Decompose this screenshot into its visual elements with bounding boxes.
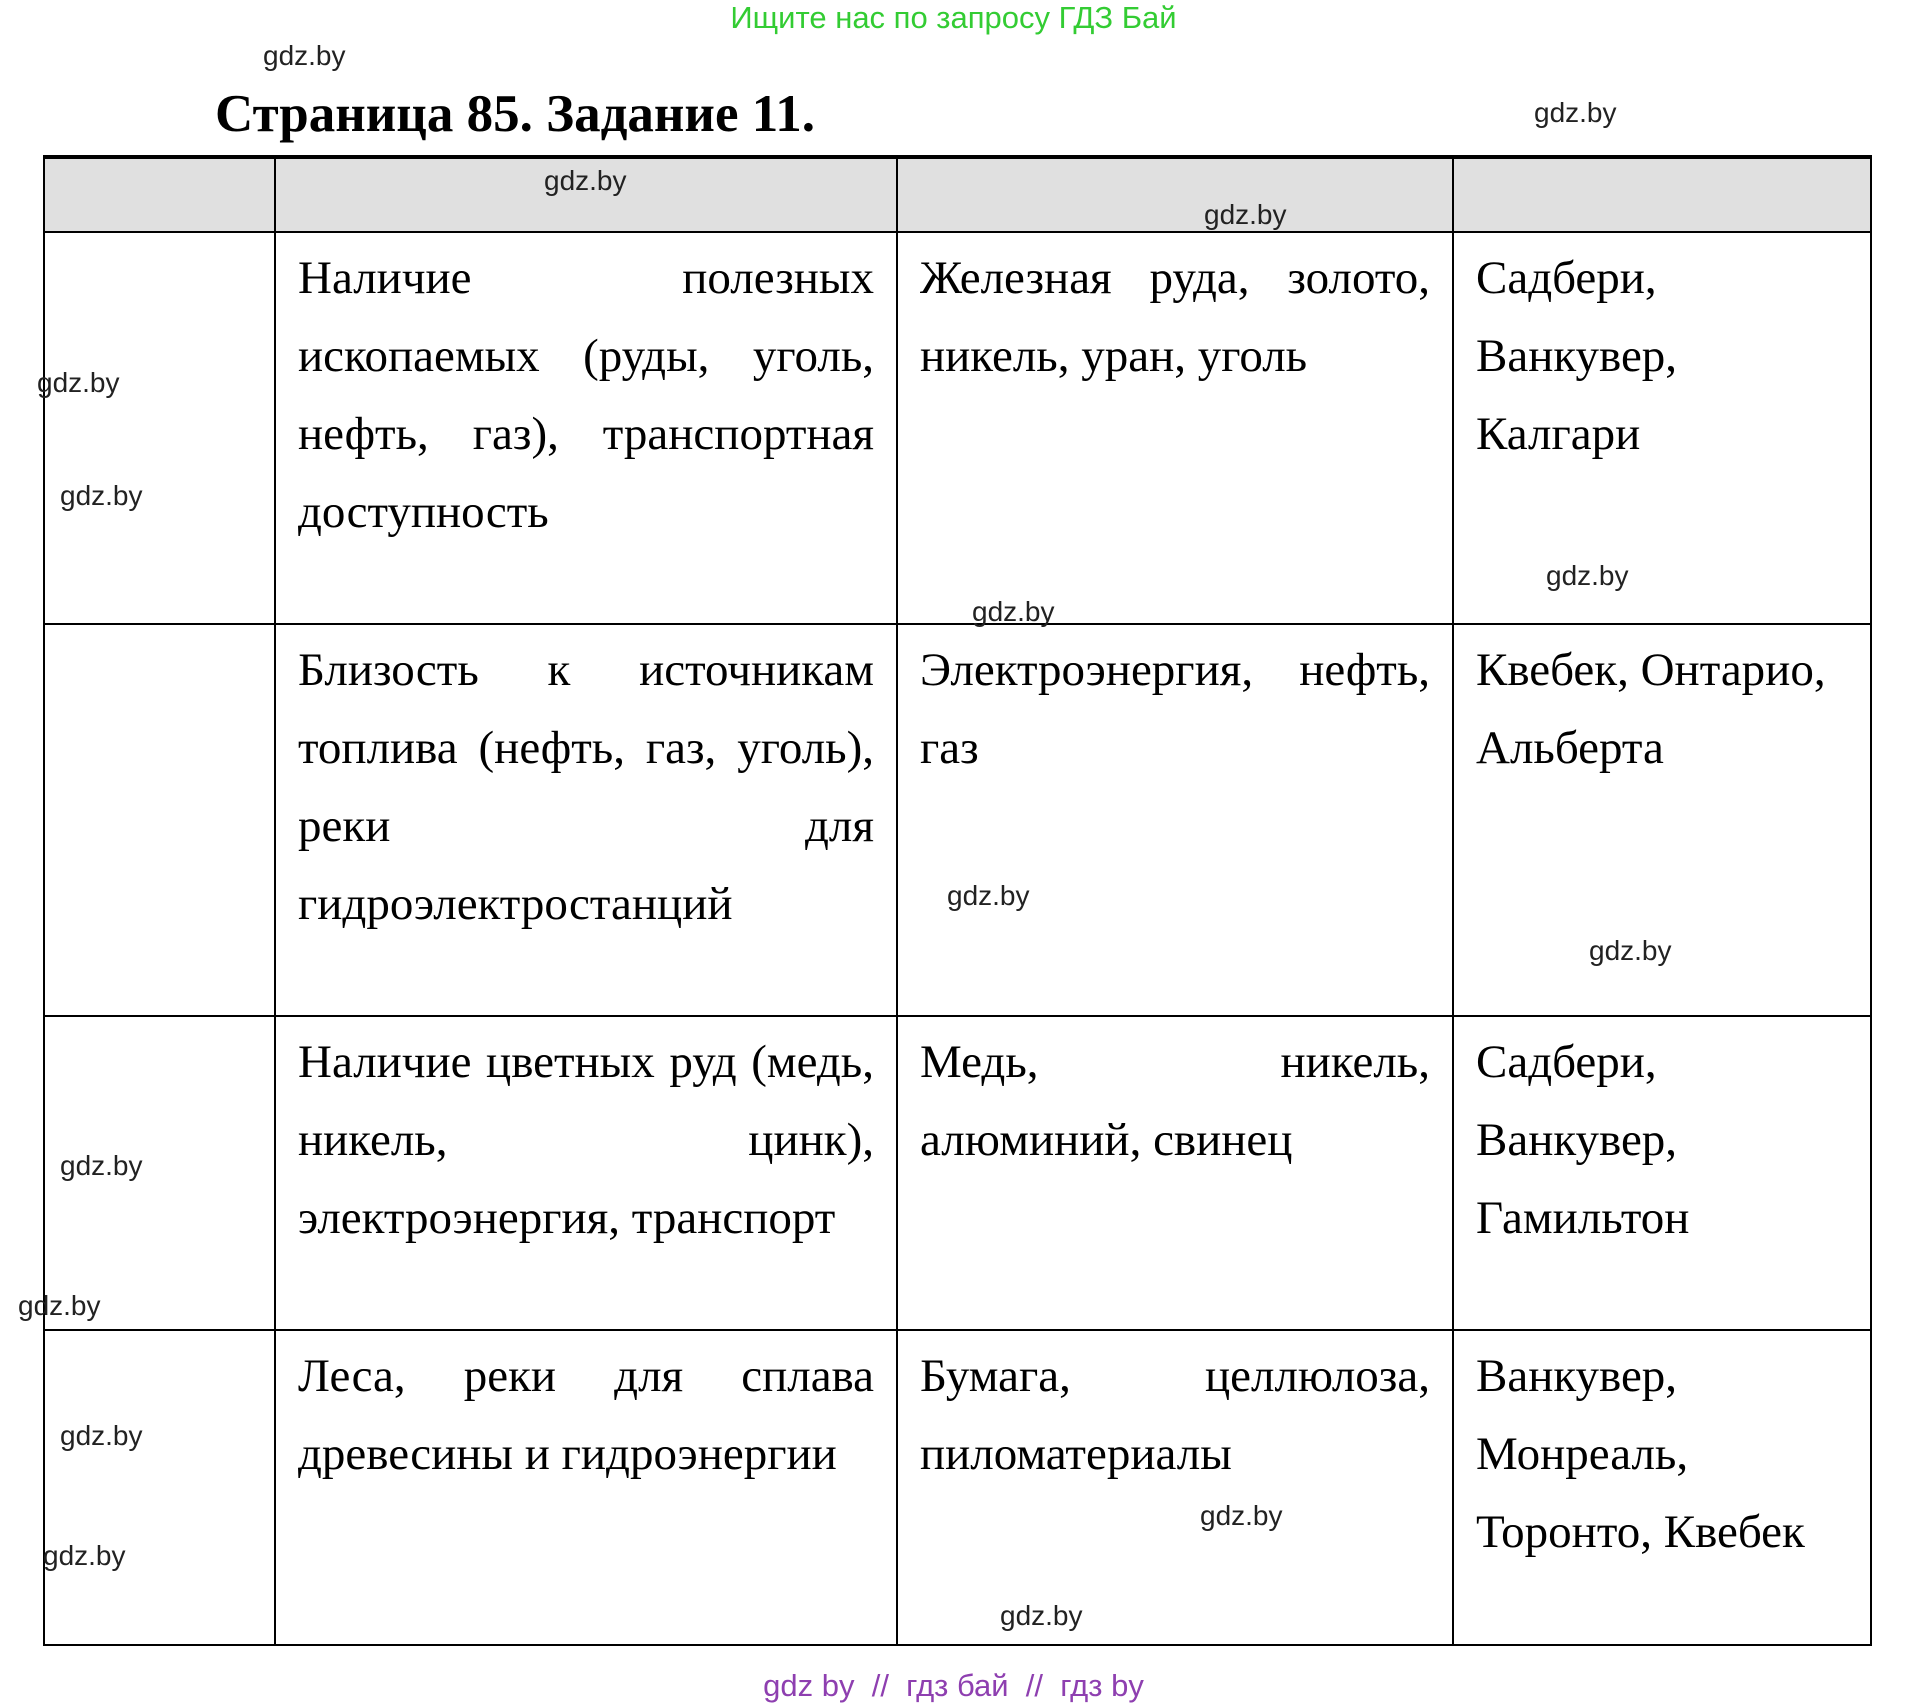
resources-cell: Медь, никель, алюминий, свинец	[897, 1016, 1453, 1330]
watermark: gdz.by	[947, 880, 1030, 911]
places-cell: Ванкувер, Монреаль, Торонто, Квебек	[1453, 1330, 1871, 1645]
watermark: gdz.by	[1200, 1500, 1283, 1531]
search-banner: Ищите нас по запросу ГДЗ Бай	[730, 0, 1177, 35]
footer-links: gdz by // гдз бай // гдз by	[763, 1668, 1144, 1703]
factor-cell: Наличие цветных руд (медь, никель, цинк), электроэнергия, транспорт	[275, 1016, 897, 1330]
resources-cell: Железная руда, золото, никель, уран, уголь	[897, 232, 1453, 624]
watermark: gdz.by	[263, 40, 346, 71]
resources-cell: Бумага, целлюлоза, пиломатериалы	[897, 1330, 1453, 1645]
empty-cell	[44, 624, 275, 1016]
empty-cell	[44, 1330, 275, 1645]
watermark: gdz.by	[37, 367, 120, 398]
places-cell: Садбери, Ванкувер, Калгари	[1453, 232, 1871, 624]
table-row	[44, 1330, 1871, 1645]
factor-cell: Леса, реки для сплава древесины и гидроэнергии	[275, 1330, 897, 1645]
watermark: gdz.by	[1546, 560, 1629, 591]
watermark: gdz.by	[60, 480, 143, 511]
factor-cell: Наличие полезных ископаемых (руды, уголь, нефть, газ), транспортная доступность	[275, 232, 897, 624]
watermark: gdz.by	[18, 1290, 101, 1321]
places-cell: Квебек, Онтарио, Альберта	[1453, 624, 1871, 1016]
factor-cell: Близость к источникам топлива (нефть, газ, уголь), реки для гидроэлектростанций	[275, 624, 897, 1016]
watermark: gdz.by	[1000, 1600, 1083, 1631]
watermark: gdz.by	[1204, 199, 1287, 230]
table-row	[44, 1016, 1871, 1330]
watermark: gdz.by	[544, 165, 627, 196]
empty-cell	[44, 232, 275, 624]
watermark: gdz.by	[972, 596, 1055, 627]
places-cell: Садбери, Ванкувер, Гамильтон	[1453, 1016, 1871, 1330]
watermark: gdz.by	[1589, 935, 1672, 966]
header-cell	[1453, 157, 1871, 232]
watermark: gdz.by	[60, 1420, 143, 1451]
header-cell	[44, 157, 275, 232]
header-cell	[897, 157, 1453, 232]
resources-cell: Электроэнергия, нефть, газ	[897, 624, 1453, 1016]
watermark: gdz.by	[43, 1540, 126, 1571]
watermark: gdz.by	[1534, 97, 1617, 128]
page-title: Страница 85. Задание 11.	[215, 85, 816, 143]
watermark: gdz.by	[60, 1150, 143, 1181]
table-header-row	[44, 157, 1871, 232]
